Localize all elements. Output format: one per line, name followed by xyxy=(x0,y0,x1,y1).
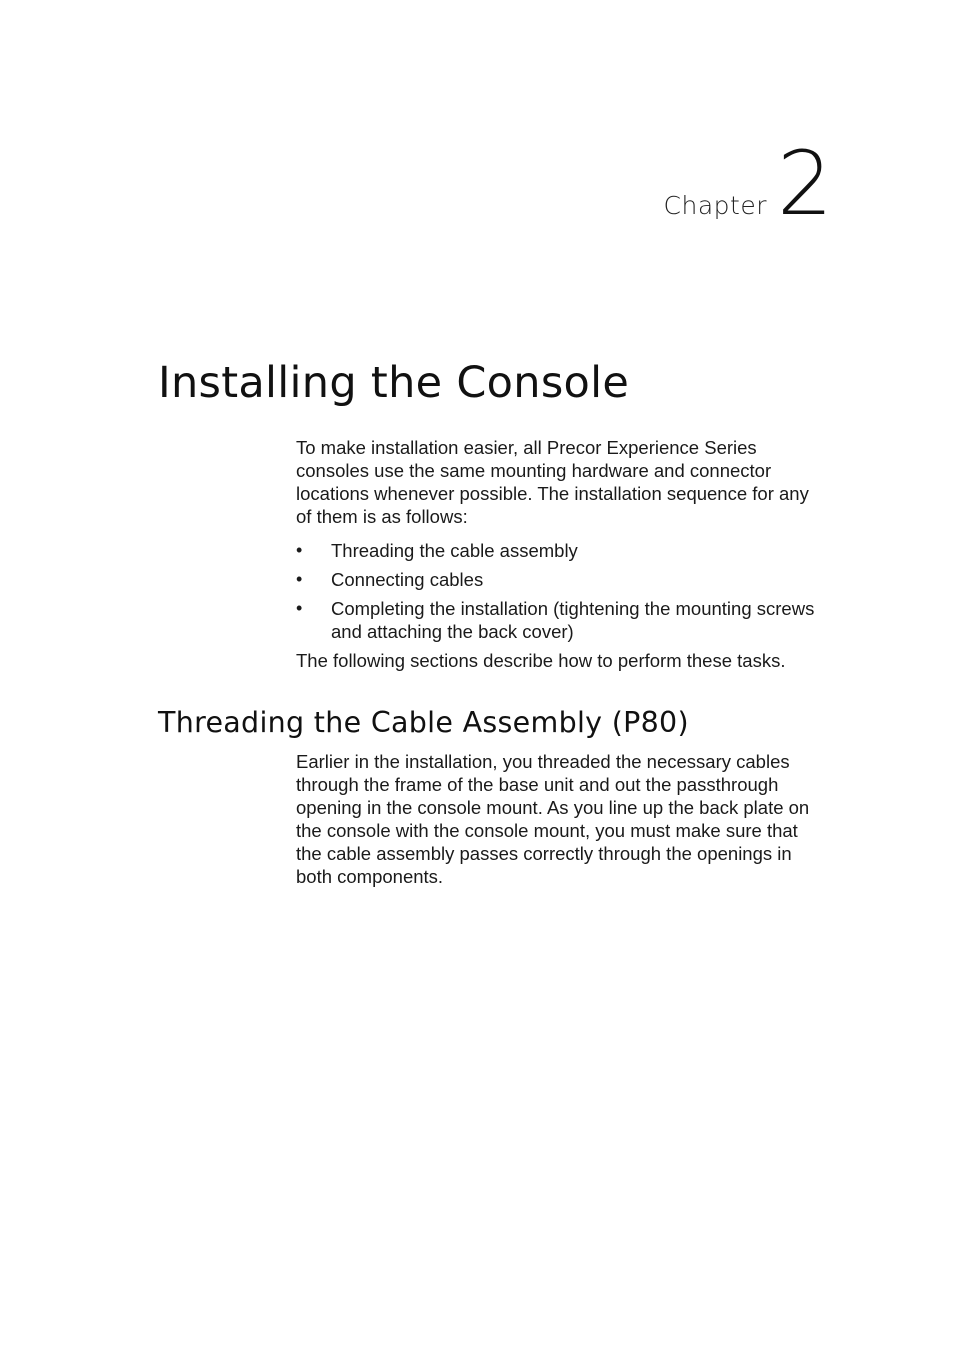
intro-paragraph: To make installation easier, all Precor Experience Series consoles use the same mounting hardware and connector locations whenever possible. The installation sequence for any of them is as follows: xyxy=(296,437,809,527)
list-item xyxy=(296,597,826,643)
chapter-label: Chapter xyxy=(663,191,767,220)
chapter-number: 2 xyxy=(777,132,833,235)
section-paragraph: Earlier in the installation, you threaded the necessary cables through the frame of the base unit and out the passthrough opening in the console mount. As you line up the back plate on the console with the console mount, you must make sure that the cable assembly passes correctly through the openings in both components. xyxy=(296,751,810,887)
chapter-heading xyxy=(663,132,833,235)
page-title: Installing the Console xyxy=(158,358,630,408)
section-heading: Threading the Cable Assembly (P80) xyxy=(158,706,689,739)
section-body xyxy=(296,750,826,888)
bullet-icon: • xyxy=(296,598,303,618)
task-list xyxy=(296,539,826,643)
closing-paragraph: The following sections describe how to perform these tasks. xyxy=(296,650,786,671)
list-item-text: Completing the installation (tightening the mounting screws and attaching the back cover) xyxy=(331,598,815,642)
intro-section xyxy=(296,436,826,672)
list-item-text: Threading the cable assembly xyxy=(331,540,578,561)
bullet-icon: • xyxy=(296,569,303,589)
list-item xyxy=(296,539,826,562)
bullet-icon: • xyxy=(296,540,303,560)
list-item-text: Connecting cables xyxy=(331,569,484,590)
list-item xyxy=(296,568,826,591)
